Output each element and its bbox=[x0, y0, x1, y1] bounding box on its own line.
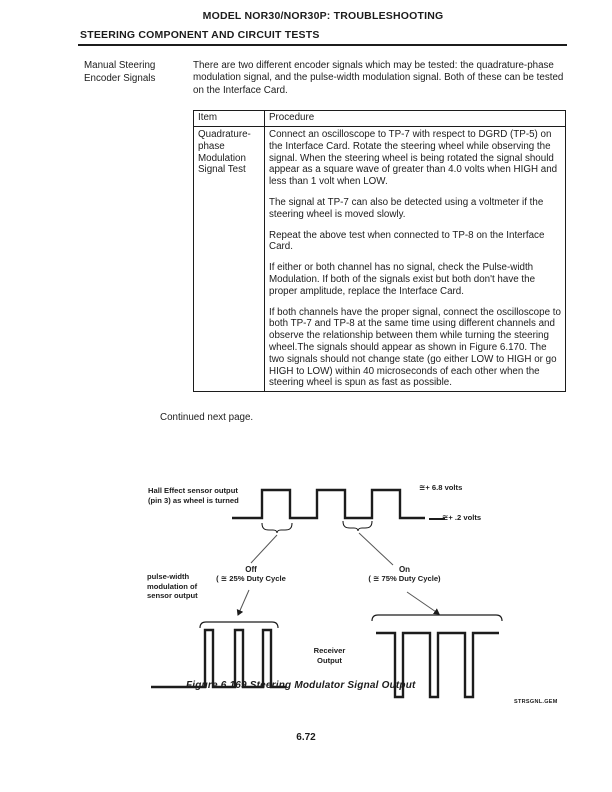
on-leader-line bbox=[359, 533, 393, 565]
pwm-label: pulse-width modulation of sensor output bbox=[147, 572, 198, 600]
figure-caption: Figure 6.169 Steering Modulator Signal Output bbox=[186, 680, 416, 691]
page-number: 6.72 bbox=[296, 732, 316, 743]
on-title: On bbox=[398, 565, 411, 574]
procedure-paragraph: The signal at TP-7 can also be detected using a voltmeter if the steering wheel is moved slowly. bbox=[269, 196, 544, 220]
procedure-table bbox=[193, 110, 566, 392]
topic-side-label: Manual Steering Encoder Signals bbox=[84, 60, 156, 84]
receiver-output-label bbox=[297, 646, 362, 665]
page-title: MODEL NOR30/NOR30P: TROUBLESHOOTING bbox=[202, 10, 444, 22]
header-divider bbox=[78, 44, 567, 46]
document-reference: STRSGNL.GEM bbox=[514, 699, 558, 705]
off-state-label bbox=[205, 565, 297, 583]
off-arrow bbox=[238, 590, 249, 615]
procedure-paragraph: Repeat the above test when connected to TP-8 on the Interface Card. bbox=[269, 229, 545, 253]
low-volts-label: ≅+ .2 volts bbox=[442, 513, 482, 522]
pwm-25-waveform bbox=[151, 630, 286, 687]
column-header-procedure: Procedure bbox=[265, 111, 566, 127]
on-arrow bbox=[407, 592, 439, 614]
item-cell: Quadrature-phase Modulation Signal Test bbox=[194, 127, 265, 392]
procedure-paragraph: If both channels have the proper signal, connect the oscilloscope to both TP-7 and TP-8 at the same time using different channels and observe the relationship between them while turning the steering wheel.The signals should appear as shown in Figure 6.170. The two signals should not change state (go either LOW to HIGH or go HIGH to LOW) within 40 microseconds of each other when the steering wheel is spun as fast as possible. bbox=[269, 306, 561, 389]
on-duty-cycle: ( ≅ 75% Duty Cycle) bbox=[368, 574, 441, 583]
on-underbrace bbox=[343, 521, 372, 531]
receiver-line1: Receiver bbox=[313, 646, 346, 655]
off-underbrace bbox=[262, 523, 292, 533]
high-volts-label: ≅+ 6.8 volts bbox=[419, 483, 463, 492]
procedure-cell bbox=[265, 127, 566, 392]
column-header-item: Item bbox=[194, 111, 265, 127]
section-title: STEERING COMPONENT AND CIRCUIT TESTS bbox=[80, 29, 320, 41]
hall-sensor-label: Hall Effect sensor output (pin 3) as wheel is turned bbox=[148, 486, 239, 505]
table-row bbox=[194, 127, 566, 392]
off-duty-cycle: ( ≅ 25% Duty Cycle bbox=[216, 574, 286, 583]
on-state-label bbox=[357, 565, 452, 583]
intro-paragraph: There are two different encoder signals which may be tested: the quadrature-phase modulation signal, and the pulse-width modulation signal. Both of these can be tested on the Interface Card. bbox=[193, 60, 564, 96]
hall-square-wave bbox=[232, 490, 425, 518]
off-overbrace bbox=[200, 622, 278, 628]
receiver-line2: Output bbox=[317, 655, 342, 665]
table-header-row bbox=[194, 111, 566, 127]
procedure-paragraph: Connect an oscilloscope to TP-7 with respect to DGRD (TP-5) on the Interface Card. Rotate the steering wheel while observing the signal. When the steering wheel is being rotated the signal should appear as a square wave of greater than 4.0 volts when HIGH and less than 1 volt when LOW. bbox=[269, 129, 558, 188]
continued-note: Continued next page. bbox=[160, 412, 254, 423]
off-leader-line bbox=[251, 535, 277, 563]
procedure-paragraph: If either or both channel has no signal, check the Pulse-width Modulation. If both of the signals exist but both don't have the proper amplitude, replace the Interface Card. bbox=[269, 262, 536, 297]
on-overbrace bbox=[372, 615, 502, 621]
off-title: Off bbox=[245, 565, 257, 574]
